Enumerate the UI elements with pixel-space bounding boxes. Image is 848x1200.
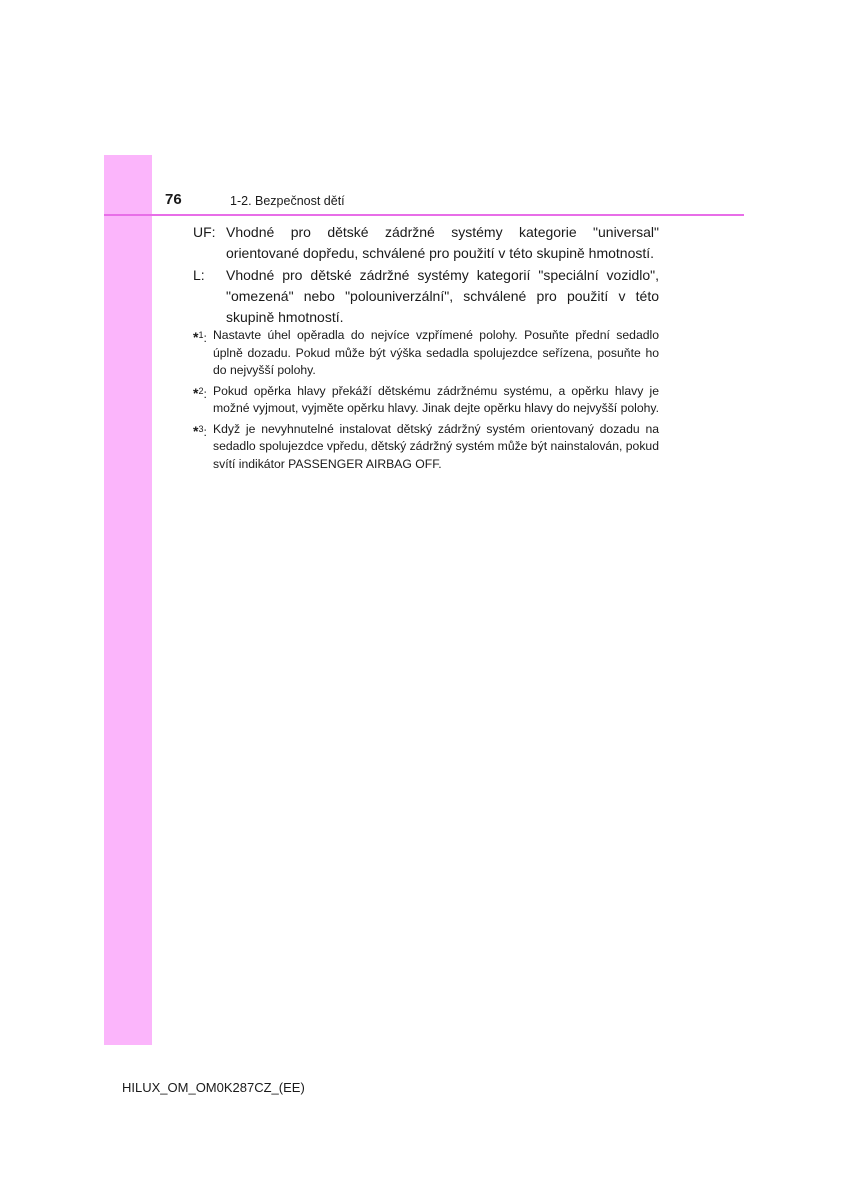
asterisk-mark: * [193,422,199,439]
footnote-number: 3 [198,423,204,434]
definition-l [193,265,659,328]
section-title: 1-2. Bezpečnost dětí [230,194,345,208]
asterisk-mark: * [193,384,199,401]
footnote-2 [193,383,659,418]
definition-label: UF: [193,224,216,240]
page-number: 76 [165,191,182,208]
footnote-number: 1 [198,330,204,340]
footnote-3 [193,421,659,474]
definition-label: L: [193,267,205,283]
footnotes [193,327,659,476]
footnote-marker: *$^3$: [193,422,207,439]
footnote-marker: *$^2$: [193,384,207,401]
document-code: HILUX_OM_OM0K287CZ_(EE) [122,1080,305,1095]
category-definitions [193,222,659,329]
definition-text: Vhodné pro dětské zádržné systémy kategorií "speciální vozidlo", "omezená" nebo "polouniverzální", schválené pro použití v této skupině hmotností. [226,267,659,325]
definition-text: Vhodné pro dětské zádržné systémy kategorie "universal" orientované dopředu, schválené pro použití v této skupině hmotností. [226,224,659,261]
footnote-text: Pokud opěrka hlavy překáží dětskému zádržnému systému, a opěrku hlavy je možné vyjmout, vyjměte opěrku hlavy. Jinak dejte opěrku hlavy do nejvyšší polohy. [213,383,659,415]
footnote-text: Když je nevyhnutelné instalovat dětský zádržný systém orientovaný dozadu na sedadlo spolujezdce vpředu, dětský zádržný systém může být nainstalován, pokud svítí indikátor PASSENGER AIRBAG OFF. [213,421,659,471]
header-rule [104,214,744,216]
footnote-number: 2 [198,385,204,396]
section-color-bar [104,155,152,1045]
footnote-marker: *$^1$: [193,329,207,345]
asterisk-mark: * [193,329,199,345]
footnote-text: Nastavte úhel opěradla do nejvíce vzpřímené polohy. Posuňte přední sedadlo úplně dozadu. Pokud může být výška sedadla spolujezdce seřízena, posuňte ho do nejvyšší polohy. [213,328,659,377]
footnote-1 [193,327,659,380]
definition-uf [193,222,659,264]
